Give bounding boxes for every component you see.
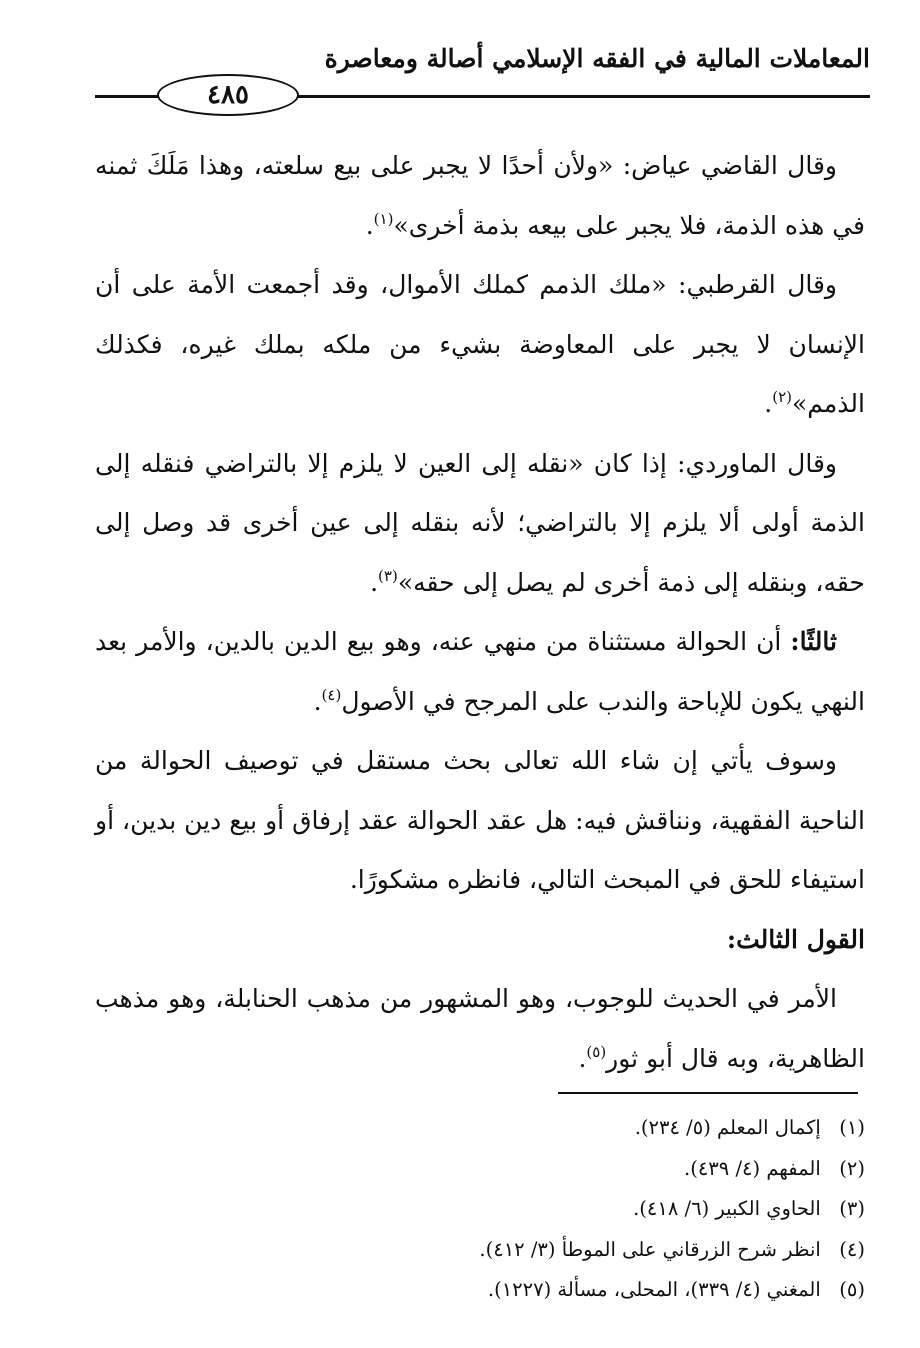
paragraph-mawardi: وقال الماوردي: إذا كان «نقله إلى العين لا يلزم إلا بالتراضي فنقله إلى الذمة أولى ألا يلزم إلا بالتراضي؛ لأنه بنقله إلى عين أخرى قد وصل إلى حقه، وبنقله إلى ذمة أخرى لم يصل إلى حقه»$^{(٣)}$. <box>95 448 865 597</box>
paragraph-third: ثالثًا: أن الحوالة مستثناة من منهي عنه، وهو بيع الدين بالدين، والأمر بعد النهي يكون للإباحة والندب على المرجح في الأصول$^{(٤)}$. <box>95 627 865 716</box>
footnote <box>95 1189 865 1230</box>
footnote-ref: (٥) <box>586 1042 607 1061</box>
page-number: ٤٨٥ <box>157 74 299 116</box>
footnote-number: (٣) <box>839 1197 865 1220</box>
paragraph-text: وقال الماوردي: إذا كان «نقله إلى العين لا يلزم إلا بالتراضي فنقله إلى الذمة أولى ألا يلزم إلا بالتراضي؛ لأنه بنقله إلى عين أخرى قد وصل إلى حقه، وبنقله إلى ذمة أخرى لم يصل إلى حقه» <box>95 448 865 597</box>
footnotes <box>95 1108 865 1311</box>
footnote-text: الحاوي الكبير (٦/ ٤١٨). <box>633 1197 821 1220</box>
footnote <box>95 1270 865 1311</box>
footnote-rule <box>558 1092 858 1094</box>
footnote-text: المغني (٤/ ٣٣٩)، المحلى، مسألة (١٢٢٧). <box>487 1278 821 1301</box>
running-title: المعاملات المالية في الفقه الإسلامي أصالة ومعاصرة <box>324 44 870 73</box>
footnote-number: (٥) <box>839 1278 865 1301</box>
paragraph-future-study <box>95 731 865 910</box>
paragraph-text: وقال القرطبي: «ملك الذمم كملك الأموال، وقد أجمعت الأمة على أن الإنسان لا يجبر على المعاوضة بشيء من ملكه بملك غيره، فكذلك الذمم» <box>95 270 865 418</box>
footnote-ref: (٢) <box>772 388 792 406</box>
paragraph-text: وسوف يأتي إن شاء الله تعالى بحث مستقل في توصيف الحوالة من الناحية الفقهية، ونناقش فيه: هل عقد الحوالة عقد إرفاق أو بيع دين بدين، أو استيفاء للحق في المبحث التالي، فانظره مشكورًا. <box>95 746 865 894</box>
third-label: ثالثًا: <box>790 627 837 656</box>
footnote-number: (٤) <box>839 1237 865 1261</box>
paragraph-text: أن الحوالة مستثناة من منهي عنه، وهو بيع الدين بالدين، والأمر بعد النهي يكون للإباحة والندب على المرجح في الأصول <box>95 627 865 716</box>
footnote-ref: (٣) <box>378 566 398 585</box>
footnote <box>95 1149 865 1190</box>
footnote-text: المفهم (٤/ ٤٣٩). <box>684 1156 821 1180</box>
footnote-ref: (٤) <box>321 685 342 704</box>
footnote <box>95 1108 865 1149</box>
page-header <box>95 38 870 108</box>
paragraph-third-opinion: الأمر في الحديث للوجوب، وهو المشهور من مذهب الحنابلة، وهو مذهب الظاهرية، وبه قال أبو ثور$^{(٥)}$. <box>95 984 865 1073</box>
paragraph-qadi-iyad: وقال القاضي عياض: «ولأن أحدًا لا يجبر على بيع سلعته، وهذا مَلَكَ ثمنه في هذه الذمة، فلا يجبر على بيعه بذمة أخرى»$^{(١)}$. <box>95 151 865 240</box>
paragraph-qurtubi: وقال القرطبي: «ملك الذمم كملك الأموال، وقد أجمعت الأمة على أن الإنسان لا يجبر على المعاوضة بشيء من ملكه بملك غيره، فكذلك الذمم»$^{(٢)}$. <box>95 270 865 418</box>
footnote-text: إكمال المعلم (٥/ ٢٣٤). <box>634 1116 821 1139</box>
footnote-ref: (١) <box>373 209 394 228</box>
paragraph-text: وقال القاضي عياض: «ولأن أحدًا لا يجبر على بيع سلعته، وهذا مَلَكَ ثمنه في هذه الذمة، فلا يجبر على بيعه بذمة أخرى» <box>95 151 865 240</box>
body-text <box>95 136 865 1088</box>
footnote-text: انظر شرح الزرقاني على الموطأ (٣/ ٤١٢). <box>479 1237 821 1261</box>
paragraph-text: الأمر في الحديث للوجوب، وهو المشهور من مذهب الحنابلة، وهو مذهب الظاهرية، وبه قال أبو ثور <box>95 984 865 1073</box>
footnote <box>95 1230 865 1271</box>
footnote-number: (١) <box>839 1116 865 1139</box>
footnote-number: (٢) <box>839 1156 865 1180</box>
section-heading: القول الثالث: <box>726 924 865 954</box>
